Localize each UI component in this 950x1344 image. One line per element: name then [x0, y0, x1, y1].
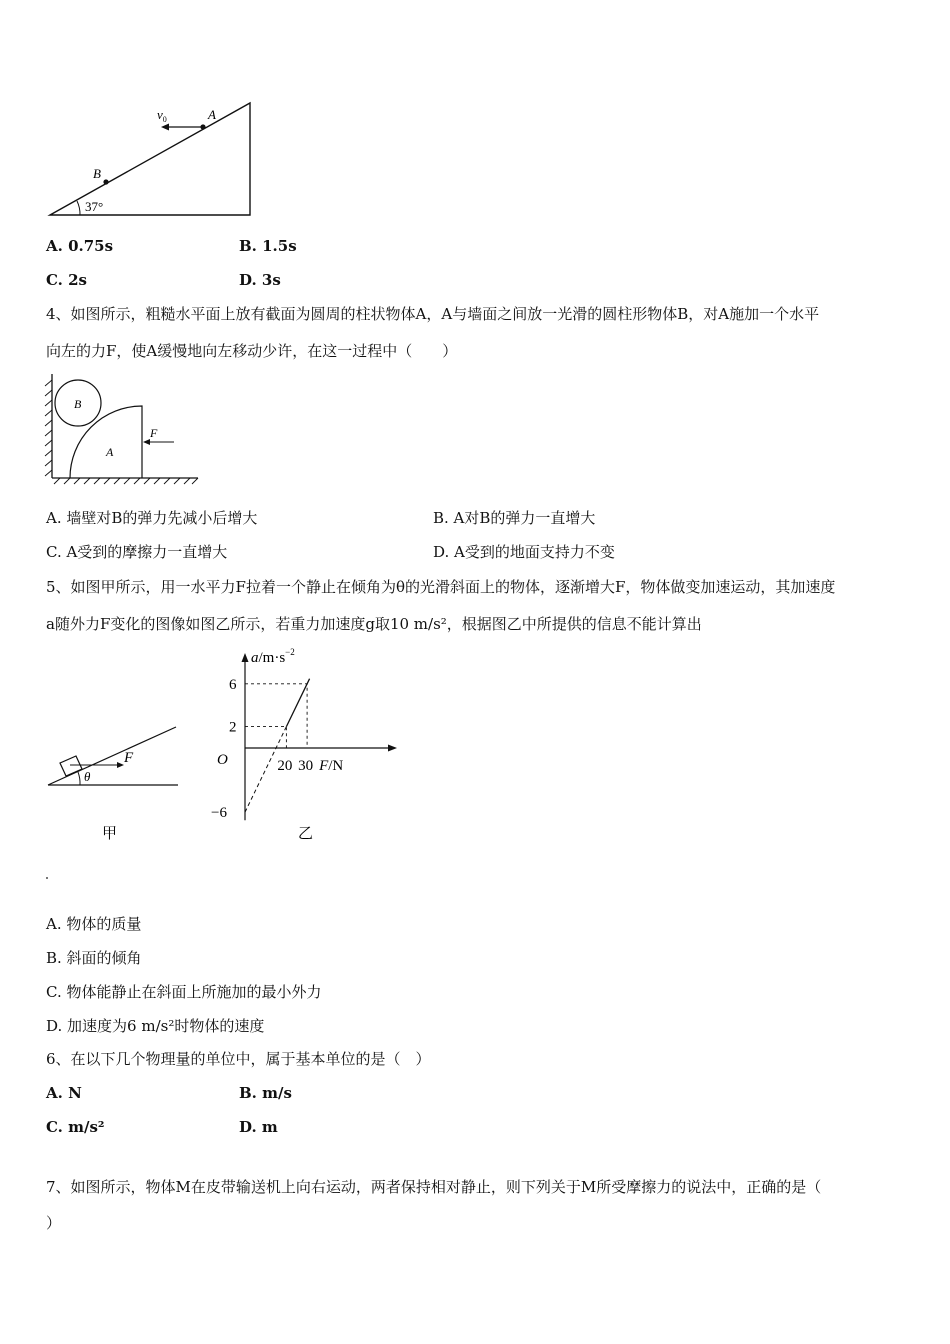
x-tick-20: 20 [277, 758, 293, 774]
q3-option-c[interactable]: C. 2s [46, 271, 88, 289]
wall-hatching [45, 380, 52, 476]
q4-option-b[interactable]: B. A对B的弹力一直增大 [433, 509, 596, 527]
x-axis-arrowhead [388, 745, 397, 752]
stray-dot [46, 877, 48, 879]
guide-line-1 [245, 727, 286, 748]
x-tick-30: 30 [298, 758, 314, 774]
point-b-label: B [93, 166, 101, 181]
q5-option-b[interactable]: B. 斜面的倾角 [46, 949, 142, 967]
q4-option-d[interactable]: D. A受到的地面支持力不变 [433, 543, 615, 561]
y-axis-arrowhead [242, 653, 249, 662]
q5-option-c[interactable]: C. 物体能静止在斜面上所施加的最小外力 [46, 983, 322, 1001]
point-a-dot [200, 124, 205, 129]
q3-option-b[interactable]: B. 1.5s [239, 237, 297, 255]
q5-stem-line-1: 5、如图甲所示，用一水平力F拉着一个静止在倾角为θ的光滑斜面上的物体，逐渐增大F，物体做变加速运动，其加速度 [46, 578, 836, 596]
q6-option-b[interactable]: B. m/s [239, 1084, 292, 1102]
q6-stem: 6、在以下几个物理量的单位中，属于基本单位的是（ ） [46, 1050, 431, 1068]
acceleration-force-chart [205, 645, 410, 850]
q6-option-c[interactable]: C. m/s² [46, 1118, 105, 1136]
guide-line-0 [245, 684, 307, 748]
velocity-label: $v_0$ [157, 107, 167, 124]
origin-label: O [217, 752, 228, 768]
angle-label: 37° [85, 199, 104, 214]
y-tick-neg6: −6 [211, 805, 227, 822]
incline-triangle [50, 103, 250, 215]
y-tick-2: 2 [229, 719, 237, 736]
ground-hatching [54, 478, 198, 484]
point-a-label: A [208, 107, 216, 122]
point-b-dot [103, 179, 108, 184]
q3-option-d[interactable]: D. 3s [239, 271, 281, 289]
wall-cylinder-figure [40, 370, 210, 485]
caption-yi: 乙 [298, 826, 314, 842]
q5-option-d[interactable]: D. 加速度为6 m/s²时物体的速度 [46, 1017, 265, 1035]
q3-option-a[interactable]: A. 0.75s [46, 237, 114, 255]
body-a-shape [70, 406, 142, 478]
y-tick-6: 6 [229, 676, 237, 693]
q4-option-c[interactable]: C. A受到的摩擦力一直增大 [46, 543, 228, 561]
q5-stem-line-2: a随外力F变化的图像如图乙所示，若重力加速度g取10 m/s²，根据图乙中所提供的信息不能计算出 [46, 615, 702, 633]
force-arrowhead [143, 439, 150, 445]
body-b-label: B [74, 397, 82, 411]
pull-arrowhead [117, 762, 124, 768]
y-axis-label: $a/m\cdot s^{-2}$ [251, 647, 295, 666]
slope-line-jia [48, 727, 176, 785]
q4-stem-line-2: 向左的力F，使A缓慢地向左移动少许，在这一过程中（ ） [46, 342, 458, 360]
q5-option-a[interactable]: A. 物体的质量 [46, 915, 142, 933]
q4-option-a[interactable]: A. 墙壁对B的弹力先减小后增大 [46, 509, 258, 527]
incline-pull-figure [40, 715, 190, 850]
pull-label: F [124, 750, 134, 766]
force-label: F [150, 426, 158, 440]
theta-arc [78, 772, 80, 785]
body-a-label: A [106, 445, 114, 459]
incline-figure [40, 95, 270, 225]
q7-stem-line-1: 7、如图所示，物体M在皮带输送机上向右运动，两者保持相对静止，则下列关于M所受摩擦力的说法中，正确的是（ [46, 1178, 822, 1196]
q6-option-a[interactable]: A. N [46, 1084, 82, 1102]
caption-jia: 甲 [102, 826, 118, 842]
q4-stem-line-1: 4、如图所示，粗糙水平面上放有截面为圆周的柱状物体A，A与墙面之间放一光滑的圆柱形物体B，对A施加一个水平 [46, 305, 820, 323]
q6-option-d[interactable]: D. m [239, 1118, 278, 1136]
theta-label: θ [84, 769, 91, 784]
series-solid-segment [286, 679, 309, 727]
q7-stem-line-2: ） [46, 1214, 62, 1232]
angle-arc [77, 201, 80, 215]
x-axis-label: F/N [319, 758, 344, 774]
velocity-arrowhead [161, 124, 169, 131]
